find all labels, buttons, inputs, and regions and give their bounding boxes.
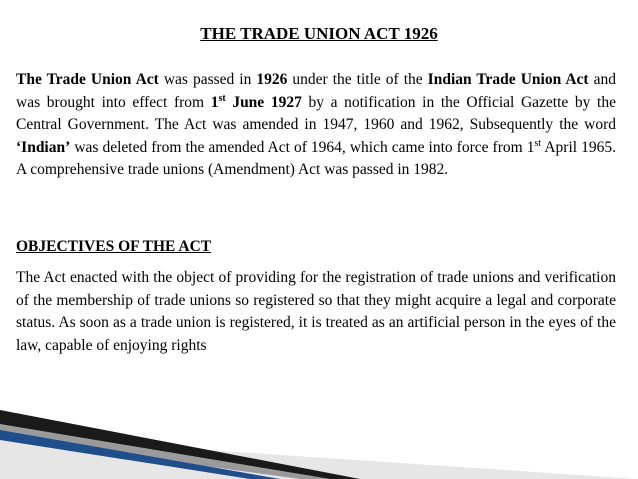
- text-span: was deleted from the amended Act of 1964, which came into force from 1: [70, 138, 535, 156]
- objectives-heading: OBJECTIVES OF THE ACT: [16, 238, 212, 255]
- date-month-year: June 1927: [225, 93, 302, 111]
- text-span: April 1965. A comprehensive trade unions (Amendment) Act was passed in 1982.: [16, 138, 616, 178]
- text-span: under the title of the: [287, 71, 428, 88]
- stripe-dark: [0, 410, 360, 479]
- bold-date: [211, 94, 302, 111]
- date-day: 1: [210, 93, 219, 111]
- page-title: THE TRADE UNION ACT 1926: [200, 24, 438, 43]
- text-span: by a notification in the Official Gazette by the Central Government. The Act was amended in 1947, 1960 and 1962, Subsequently the word: [16, 93, 616, 133]
- bold-act-name: The Trade Union Act: [16, 71, 159, 88]
- stripe-blue: [0, 430, 280, 479]
- bold-indian-act: Indian Trade Union Act: [427, 71, 589, 88]
- ordinal-suffix: st: [534, 137, 542, 149]
- date-ordinal: st: [218, 92, 226, 104]
- bold-indian-word: ‘Indian’: [16, 138, 71, 156]
- stripe-gray: [0, 422, 330, 479]
- stripe-light: [0, 416, 638, 479]
- text-span: and was brought into effect from: [16, 71, 616, 111]
- bold-year: 1926: [256, 71, 288, 88]
- intro-paragraph: [16, 69, 616, 182]
- text-span: was passed in: [158, 71, 257, 88]
- objectives-paragraph: The Act enacted with the object of providing for the registration of trade unions and verification of the membership of trade unions so registered so that they might acquire a legal and corporate status. As soon as a trade union is registered, it is treated as an artificial person in the eyes of the law, capable of enjoying rights: [16, 269, 616, 354]
